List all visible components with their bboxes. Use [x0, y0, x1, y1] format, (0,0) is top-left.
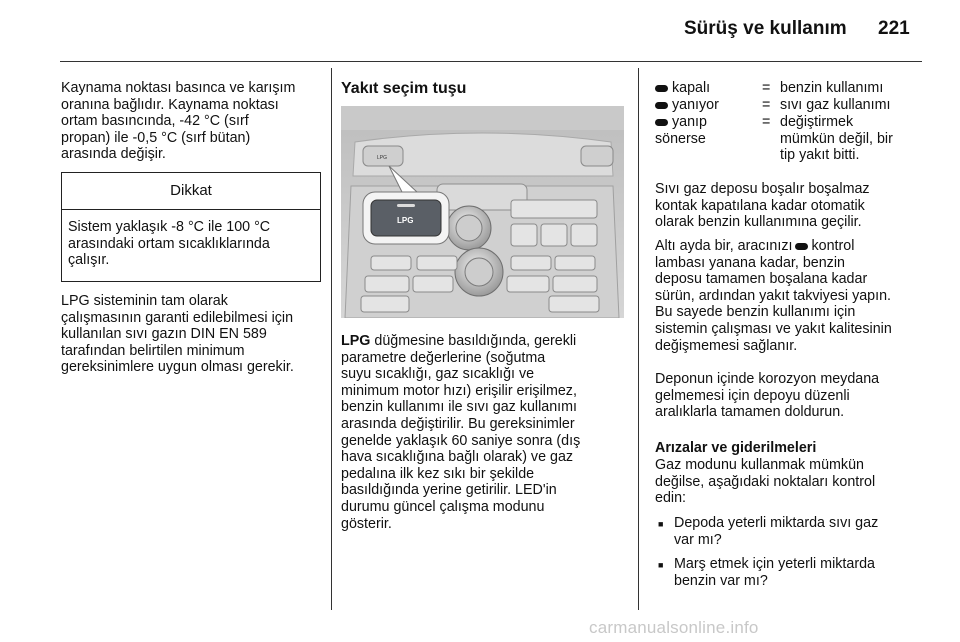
section-heading: Yakıt seçim tuşu	[341, 80, 467, 97]
column-divider-2	[638, 68, 639, 610]
legend-equals: =	[762, 114, 771, 130]
lpg-button-paragraph: LPG düğmesine basıldığında, gerekli parametre değerlerine (soğutma suyu sıcaklığı, gaz sıcaklığı ve minimum motor hızı) erişilir erişilmez, benzin kullanımı ile sıvı gaz kullanımı arasında değiştirilir. Bu gereksinimler genelde yaklaşık 60 saniye sonra (dış hava sıcaklığına bağlı olarak) ve gaz pedalına ilk kez sıkı bir şekilde basıldığında yerine getirilir. LED'in durumu güncel çalışma modunu gösterir.	[341, 333, 581, 532]
tank-empty-paragraph: Sıvı gaz deposu boşalır boşalmaz kontak kapatılana kadar otomatik olarak benzin kullanımına geçilir.	[655, 181, 870, 231]
notice-title: Dikkat	[62, 173, 320, 210]
lpg-button-label: LPG	[397, 216, 414, 225]
fuel-warning-lamp-icon	[795, 243, 808, 250]
running-header-title: Sürüş ve kullanım	[684, 18, 847, 39]
bullet-item: Marş etmek için yeterli miktarda benzin var mı?	[674, 556, 876, 589]
lpg-keyword: LPG	[341, 333, 371, 349]
faults-intro-paragraph: Gaz modunu kullanmak mümkün değilse, aşağıdaki noktaları kontrol edin:	[655, 457, 876, 507]
led-indicator-icon	[655, 102, 668, 109]
page-number: 221	[878, 18, 910, 39]
six-months-paragraph: Altı ayda bir, aracınızı kontrol lambası yanana kadar, benzin deposu tamamen boşalana kadar sürün, ardından yakıt takviyesi yapın. Bu sayede benzin kullanımı için sistemin çalışması ve yakıt kalitesinin değişmemesi sağlanır.	[655, 238, 892, 354]
corrosion-paragraph: Deponun içinde korozyon meydana gelmemesi için depoyu düzenli aralıklarla tamamen doldurun.	[655, 371, 880, 421]
caution-notice-box	[61, 172, 321, 282]
header-divider	[60, 61, 922, 62]
bullet-square-icon: ■	[658, 519, 664, 529]
legend-equals: =	[762, 97, 771, 113]
legend-equals: =	[762, 80, 771, 96]
faults-subheading: Arızalar ve giderilmeleri	[655, 440, 817, 456]
led-indicator-icon	[655, 85, 668, 92]
bullet-square-icon: ■	[658, 560, 664, 570]
legend-meaning-on: sıvı gaz kullanımı	[780, 97, 891, 113]
legend-row-flashing: yanıp sönerse	[655, 114, 707, 147]
legend-row-on: yanıyor	[655, 97, 719, 114]
notice-body: Sistem yaklaşık -8 °C ile 100 °C arasındaki ortam sıcaklıklarında çalışır.	[68, 219, 271, 269]
lpg-standard-paragraph: LPG sisteminin tam olarak çalışmasının garanti edilebilmesi için kullanılan sıvı gazın DIN EN 589 tarafından belirtilen minimum gereksinimlere uygun olması gerekir.	[61, 293, 294, 376]
lpg-small-label: LPG	[377, 155, 388, 161]
led-indicator-icon	[655, 119, 668, 126]
legend-meaning-flashing: değiştirmek mümkün değil, bir tip yakıt bitti.	[780, 114, 893, 164]
dashboard-photo	[341, 106, 624, 318]
boiling-point-paragraph: Kaynama noktası basınca ve karışım oranına bağlıdır. Kaynama noktası ortam basıncında, -42 °C (sırf propan) ile -0,5 °C (sırf bütan) arasında değişir.	[61, 80, 296, 163]
legend-meaning-off: benzin kullanımı	[780, 80, 884, 96]
legend-row-off: kapalı	[655, 80, 710, 97]
bullet-item: Depoda yeterli miktarda sıvı gaz var mı?	[674, 515, 879, 548]
column-divider-1	[331, 68, 332, 610]
watermark: carmanualsonline.info	[589, 618, 759, 637]
